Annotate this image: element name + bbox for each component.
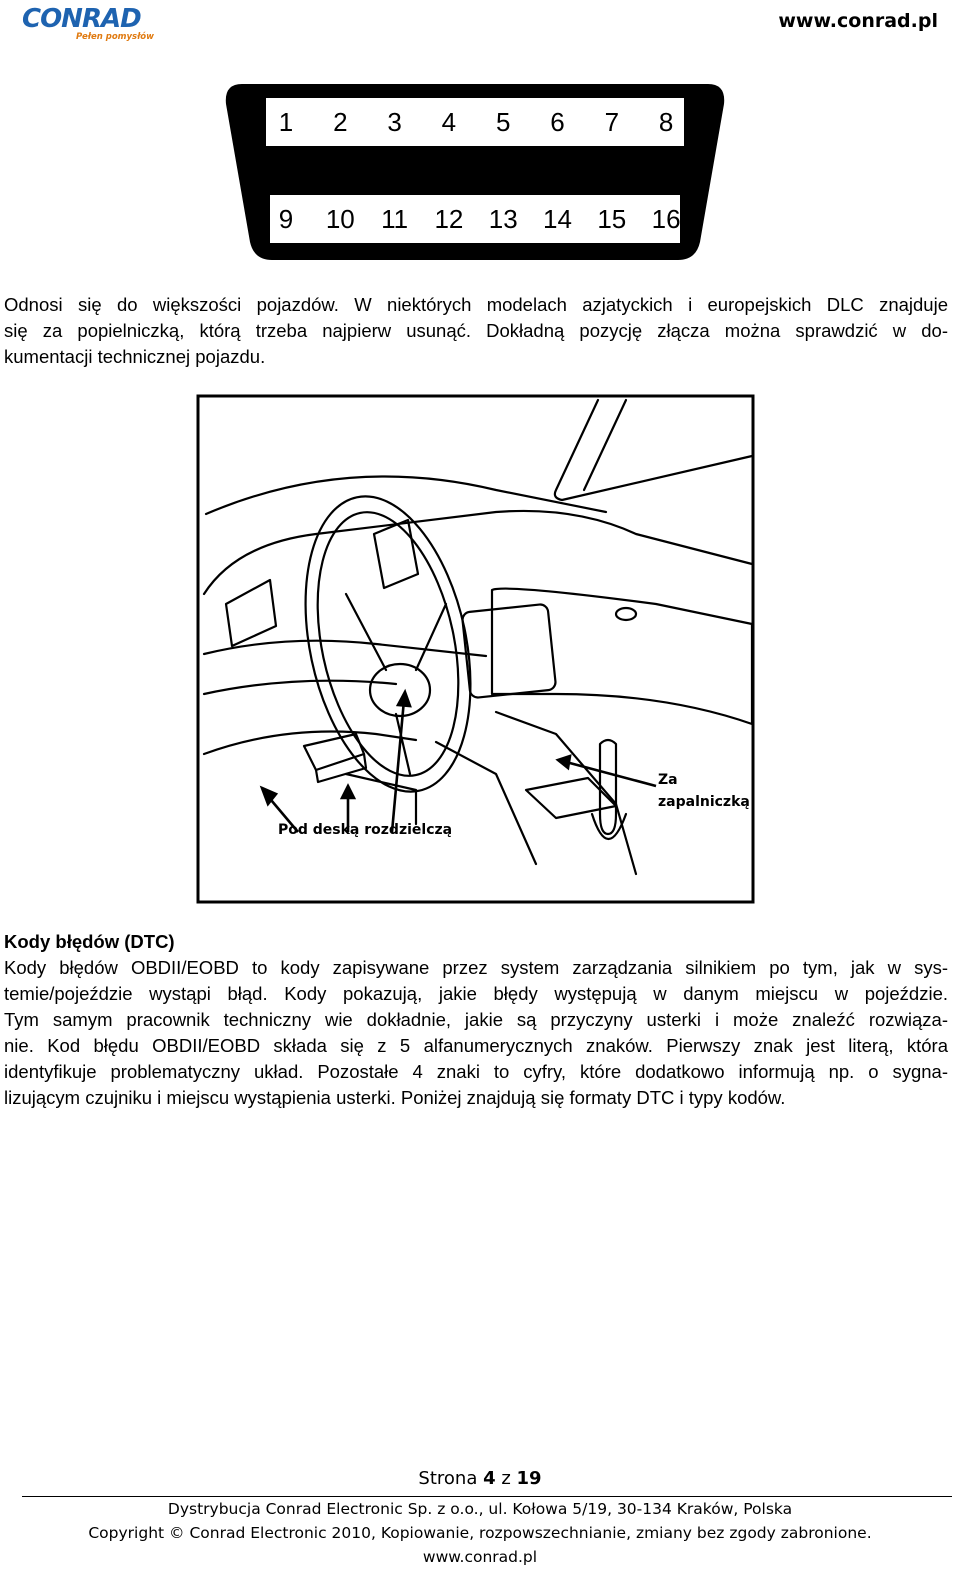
header-url[interactable]: www.conrad.pl: [778, 10, 938, 32]
page-separator: z: [495, 1468, 517, 1489]
pin-13: 13: [488, 204, 518, 234]
page-prefix: Strona: [418, 1468, 484, 1489]
conrad-logo: [20, 4, 154, 44]
dtc-line: Tym samym pracownik techniczny wie dokładnie, jakie są przyczyny usterki i może znaleźć rozwiąza-: [4, 1009, 948, 1030]
dtc-line: identyfikuje problematyczny układ. Pozostałe 4 znaki to cyfry, które dodatkowo informują np. o sygna-: [4, 1061, 948, 1082]
label-under-dash: Pod deską rozdzielczą: [278, 822, 453, 838]
pin-9: 9: [278, 204, 294, 234]
pin-6: 6: [550, 107, 565, 137]
pin-15: 15: [597, 204, 627, 234]
footer-distributor: Dystrybucja Conrad Electronic Sp. z o.o., ul. Kołowa 5/19, 30-134 Kraków, Polska: [167, 1500, 793, 1518]
pin-8: 8: [658, 107, 674, 137]
pin-2: 2: [333, 107, 348, 137]
pin-14: 14: [543, 204, 572, 234]
dtc-line: Kody błędów OBDII/EOBD to kody zapisywane przez system zarządzania silnikiem po tym, jak w sys-: [4, 957, 948, 978]
dtc-line: nie. Kod błędu OBDII/EOBD składa się z 5 alfanumerycznych znaków. Pierwszy znak jest literą, która: [4, 1035, 948, 1056]
page-total: 19: [516, 1468, 542, 1489]
dtc-line: lizującym czujniku i miejscu wystąpienia usterki. Poniżej znajdują się formaty DTC i typy kodów.: [4, 1087, 786, 1108]
pin-12: 12: [434, 204, 464, 234]
pin-11: 11: [381, 204, 409, 234]
label-lighter-2: zapalniczką: [658, 794, 750, 810]
obd-connector-diagram: [222, 78, 728, 264]
pin-1: 1: [278, 107, 294, 137]
pin-3: 3: [387, 107, 402, 137]
dashboard-illustration: [196, 394, 755, 904]
page-number: [0, 1468, 960, 1489]
footer-url[interactable]: www.conrad.pl: [422, 1548, 538, 1566]
logo-wordmark: CONRAD: [22, 4, 141, 34]
footer-copyright: Copyright © Conrad Electronic 2010, Kopiowanie, rozpowszechnianie, zmiany bez zgody zabronione.: [88, 1524, 872, 1542]
footer-divider: [22, 1496, 952, 1497]
intro-paragraph: [4, 292, 948, 370]
dtc-heading: Kody błędów (DTC): [4, 931, 175, 952]
intro-line: Odnosi się do większości pojazdów. W niektórych modelach azjatyckich i europejskich DLC znajduje: [4, 294, 948, 315]
dtc-section: [4, 929, 948, 1111]
connector-inner-top: [266, 98, 684, 146]
pin-10: 10: [325, 204, 355, 234]
pin-5: 5: [495, 107, 511, 137]
pin-4: 4: [441, 107, 457, 137]
label-lighter-1: Za: [658, 772, 678, 788]
logo-tagline: Pełen pomysłów: [76, 32, 154, 42]
intro-line: kumentacji technicznej pojazdu.: [4, 346, 266, 367]
dtc-line: temie/pojeździe wystąpi błąd. Kody pokazują, jakie błędy występują w danym miejscu w pojeździe.: [4, 983, 948, 1004]
pin-7: 7: [604, 107, 620, 137]
intro-line: się za popielniczką, którą trzeba najpierw usunąć. Dokładną pozycję złącza można sprawdzić w do-: [4, 320, 948, 341]
pin-16: 16: [651, 204, 681, 234]
page-current: 4: [483, 1468, 496, 1489]
